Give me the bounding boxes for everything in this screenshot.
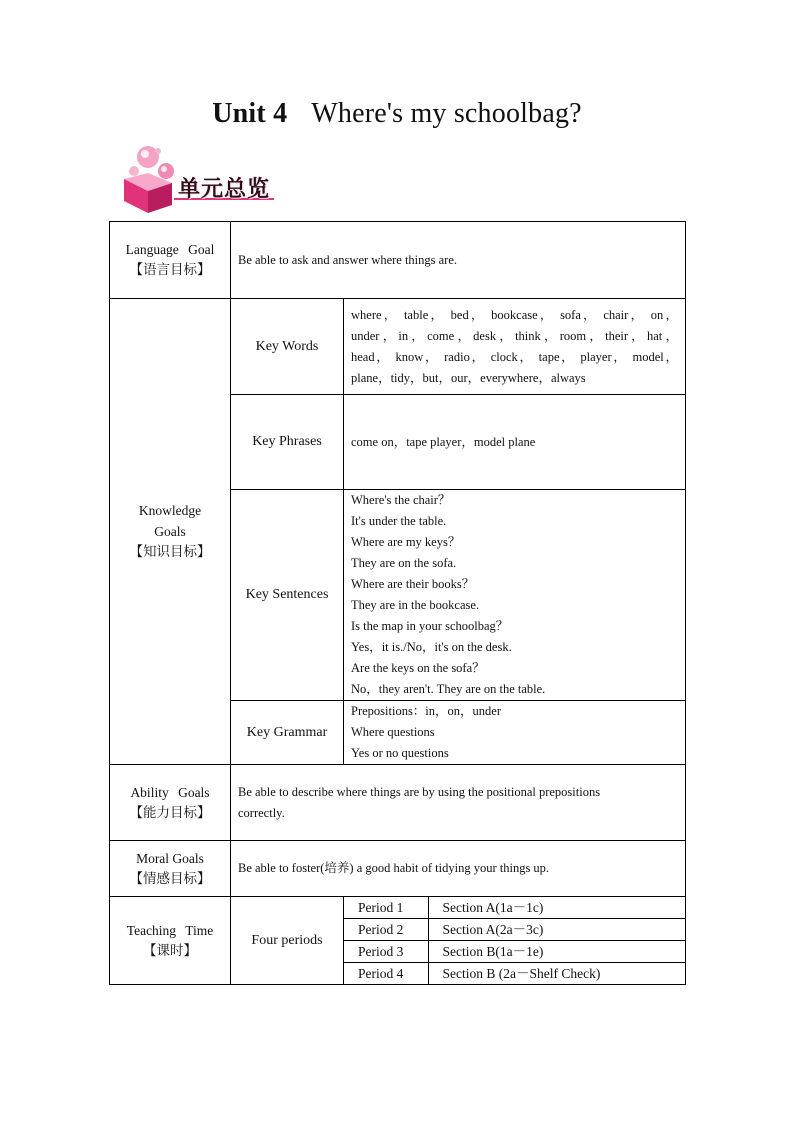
ability-goals-content xyxy=(231,765,686,841)
period-section: Section A(1a－1c) xyxy=(428,897,685,919)
sentence-line: They are in the bookcase. xyxy=(351,598,480,612)
ability-line: correctly. xyxy=(238,805,285,820)
key-phrases-content: come on，tape player，model plane xyxy=(344,395,686,490)
period-section: Section B (2a－Shelf Check) xyxy=(442,966,601,981)
period-row xyxy=(344,919,685,941)
sentence-line: Where's the chair？ xyxy=(351,493,451,507)
sentence-line: Where are their books？ xyxy=(351,577,475,591)
period-name: Period 3 xyxy=(344,941,428,963)
grammar-line: Where questions xyxy=(351,725,435,739)
row-language-goal xyxy=(110,222,686,299)
periods-cell xyxy=(344,897,686,985)
ability-line: Be able to describe where things are by using the positional prepositions xyxy=(238,784,601,799)
label-cn: 【情感目标】 xyxy=(129,870,211,887)
label-cn: 【能力目标】 xyxy=(129,804,211,821)
moral-goals-content: Be able to foster(培养) a good habit of tidying your things up. xyxy=(231,841,686,897)
period-row xyxy=(344,963,685,985)
unit-overview-table xyxy=(109,221,686,985)
periods-table xyxy=(344,897,685,984)
key-words-line: under，in，come，desk，think，room，their，hat， xyxy=(351,328,678,343)
row-ability-goals xyxy=(110,765,686,841)
language-goal-content: Be able to ask and answer where things are. xyxy=(231,222,686,299)
key-words-line: head， know， radio， clock， tape， player， model， xyxy=(351,349,678,364)
period-row xyxy=(344,897,685,919)
key-words-line: where， table， bed， bookcase， sofa， chair， on， xyxy=(351,307,678,322)
sentence-line: It's under the table. xyxy=(351,514,447,528)
grammar-line: Yes or no questions xyxy=(351,746,449,760)
period-name: Period 1 xyxy=(344,897,428,919)
teaching-time-label xyxy=(110,897,231,985)
sentence-line: Is the map in your schoolbag？ xyxy=(351,619,509,633)
label-en: Ability Goals xyxy=(130,784,210,800)
row-teaching-time xyxy=(110,897,686,985)
key-sentences-content xyxy=(344,490,686,701)
label-en: Moral Goals xyxy=(136,850,204,866)
ability-goals-label xyxy=(110,765,231,841)
grammar-line: Prepositions：in，on，under xyxy=(351,704,501,718)
row-key-words xyxy=(110,299,686,395)
sentence-line: Are the keys on the sofa？ xyxy=(351,661,485,675)
sentence-line: Where are my keys？ xyxy=(351,535,461,549)
sentence-line: Yes，it is./No，it's on the desk. xyxy=(351,640,512,654)
sentence-line: No，they aren't. They are on the table. xyxy=(351,682,546,696)
section-badge-label: 单元总览 xyxy=(178,177,271,202)
language-goal-label xyxy=(110,222,231,299)
row-moral-goals xyxy=(110,841,686,897)
period-name: Period 2 xyxy=(344,919,428,941)
label-en-2: Goals xyxy=(154,524,186,539)
label-en: Language Goal xyxy=(125,242,215,257)
periods-count: Four periods xyxy=(231,897,344,985)
unit-number: Unit 4 xyxy=(212,98,288,129)
sentence-line: They are on the sofa. xyxy=(351,556,457,570)
unit-title: Where's my schoolbag? xyxy=(311,98,582,129)
key-words-content xyxy=(344,299,686,395)
label-en: Teaching Time xyxy=(126,922,214,938)
label-en-1: Knowledge xyxy=(138,503,202,518)
period-row xyxy=(344,941,685,963)
key-grammar-content xyxy=(344,701,686,765)
key-words-label: Key Words xyxy=(231,299,344,395)
key-phrases-label: Key Phrases xyxy=(231,395,344,490)
page-title xyxy=(0,98,794,130)
period-name: Period 4 xyxy=(344,963,428,985)
label-cn: 【课时】 xyxy=(143,942,197,959)
period-section: Section A(2a－3c) xyxy=(428,919,685,941)
key-words-line: plane，tidy，but，our，everywhere，always xyxy=(351,370,586,385)
moral-goals-label xyxy=(110,841,231,897)
key-sentences-label: Key Sentences xyxy=(231,490,344,701)
label-cn: 【知识目标】 xyxy=(129,544,211,560)
period-section: Section B(1a－1e) xyxy=(428,941,685,963)
knowledge-goals-label xyxy=(110,299,231,765)
label-cn: 【语言目标】 xyxy=(129,262,211,278)
key-grammar-label: Key Grammar xyxy=(231,701,344,765)
